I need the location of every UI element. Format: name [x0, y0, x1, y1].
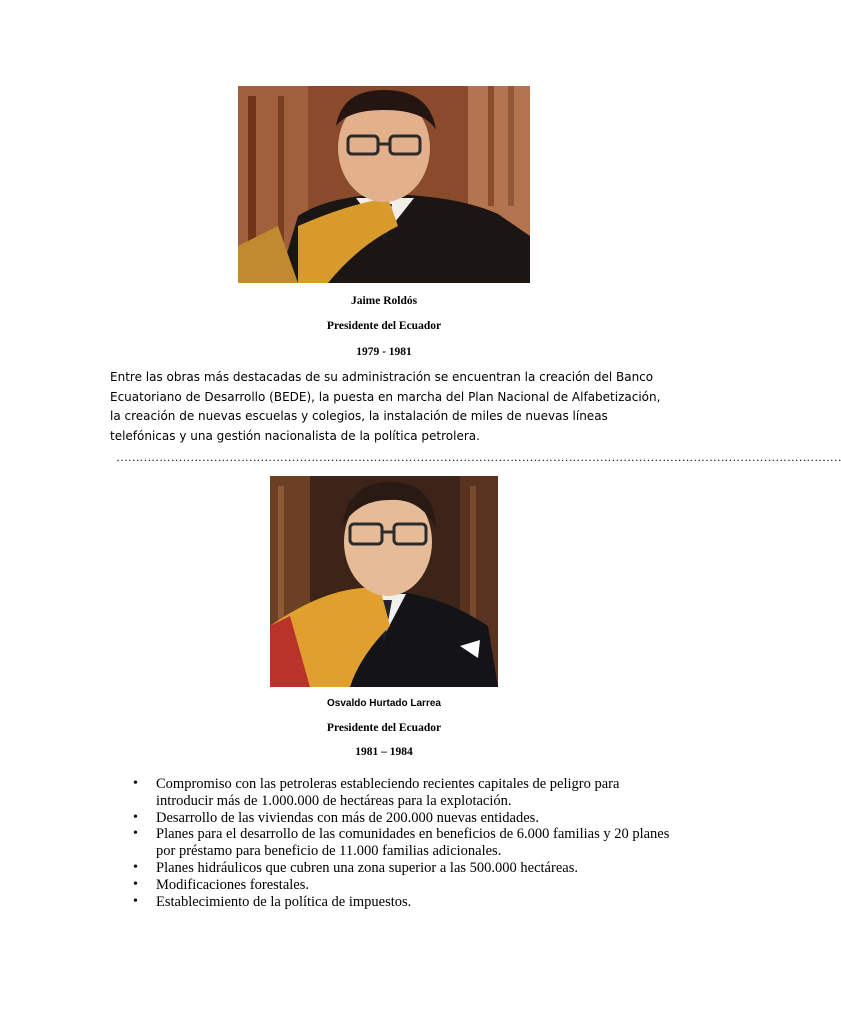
- president-photo-hurtado: [270, 476, 498, 687]
- president-title-roldos: Presidente del Ecuador: [326, 320, 442, 332]
- list-item: • Planes hidráulicos que cubren una zona superior a las 500.000 hectáreas.: [156, 860, 676, 877]
- list-item: • Desarrollo de las viviendas con más de 200.000 nuevas entidades.: [156, 810, 676, 827]
- dotted-separator: ……………………………………………………………………………………………………………………………………………………………………: [116, 450, 841, 464]
- list-item: • Compromiso con las petroleras estableciendo recientes capitales de peligro para introducir más de 1.000.000 de hectáreas para la explotación.: [156, 776, 676, 810]
- president-years-hurtado: 1981 – 1984: [355, 746, 413, 758]
- president-years-roldos: 1979 - 1981: [356, 346, 412, 358]
- list-item: • Modificaciones forestales.: [156, 877, 676, 894]
- president-name-hurtado: Osvaldo Hurtado Larrea: [327, 698, 441, 709]
- description-roldos: Entre las obras más destacadas de su administración se encuentran la creación del Banco Ecuatoriano de Desarrollo (BEDE), la puesta en marcha del Plan Nacional de Alfabetización, la creación de nuevas escuelas y colegios, la instalación de miles de nuevas líneas telefónicas y una gestión nacionalista de la política petrolera.: [110, 370, 661, 443]
- president-name-roldos: Jaime Roldós: [350, 295, 418, 307]
- president-photo-roldos: [238, 86, 530, 283]
- achievements-list-hurtado: [156, 776, 676, 910]
- president-title-hurtado: Presidente del Ecuador: [326, 722, 442, 734]
- list-item: • Establecimiento de la política de impuestos.: [156, 894, 676, 911]
- list-item: • Planes para el desarrollo de las comunidades en beneficios de 6.000 familias y 20 planes por préstamo para beneficio de 11.000 familias adicionales.: [156, 826, 676, 860]
